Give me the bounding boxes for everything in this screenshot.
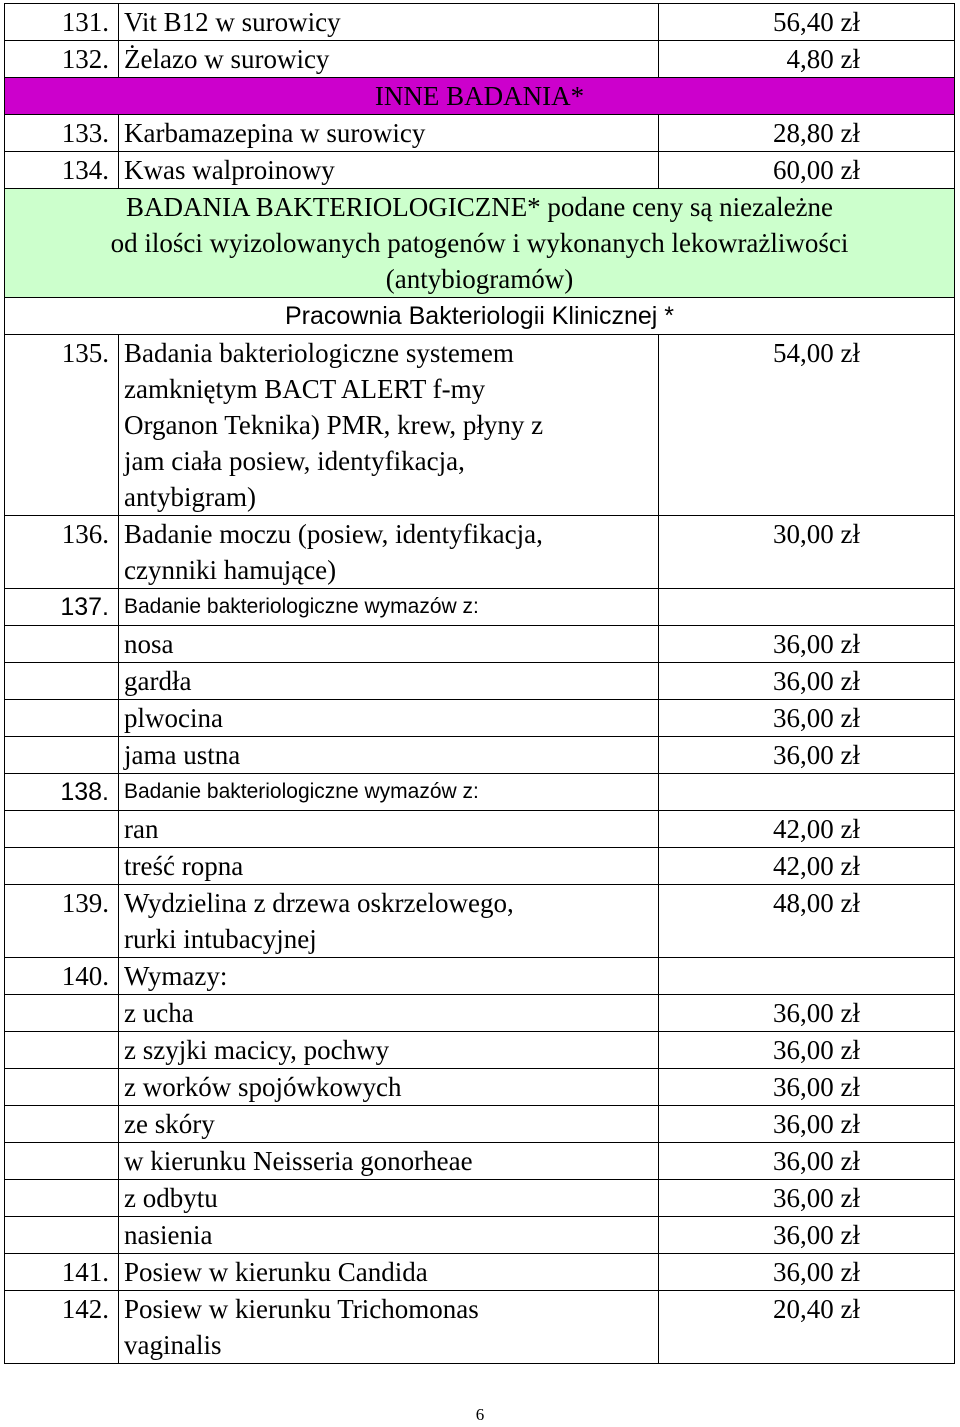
table-row xyxy=(5,848,955,885)
table-row xyxy=(5,663,955,700)
item-price: 28,80 zł xyxy=(659,115,955,152)
item-price: 20,40 zł xyxy=(659,1291,955,1364)
item-number: 134. xyxy=(5,152,119,189)
item-name-line: Organon Teknika) PMR, krew, płyny z xyxy=(124,410,544,440)
item-name: w kierunku Neisseria gonorheae xyxy=(119,1143,659,1180)
section-title-line: BADANIA BAKTERIOLOGICZNE* podane ceny są niezależne xyxy=(125,192,834,222)
item-name: nosa xyxy=(119,626,659,663)
item-price: 36,00 zł xyxy=(659,663,955,700)
item-number-empty xyxy=(5,1106,119,1143)
item-name: Żelazo w surowicy xyxy=(119,41,659,78)
table-row xyxy=(5,700,955,737)
item-price: 36,00 zł xyxy=(659,1217,955,1254)
item-number-empty xyxy=(5,1180,119,1217)
item-name-line: jam ciała posiew, identyfikacja, xyxy=(124,446,465,476)
item-name-line: Badania bakteriologiczne systemem xyxy=(124,338,514,368)
item-number: 132. xyxy=(5,41,119,78)
item-name: z odbytu xyxy=(119,1180,659,1217)
table-row xyxy=(5,1032,955,1069)
item-name xyxy=(119,1291,659,1364)
item-number: 137. xyxy=(5,589,119,626)
table-row xyxy=(5,737,955,774)
table-row xyxy=(5,811,955,848)
item-price: 4,80 zł xyxy=(659,41,955,78)
item-name xyxy=(119,335,659,516)
item-number-empty xyxy=(5,1217,119,1254)
item-price: 36,00 zł xyxy=(659,700,955,737)
table-row xyxy=(5,774,955,811)
table-row xyxy=(5,1217,955,1254)
item-number: 131. xyxy=(5,4,119,41)
item-name: Badanie bakteriologiczne wymazów z: xyxy=(119,589,659,626)
item-name: z szyjki macicy, pochwy xyxy=(119,1032,659,1069)
item-number-empty xyxy=(5,700,119,737)
item-name: Karbamazepina w surowicy xyxy=(119,115,659,152)
subsection-header-pracownia xyxy=(5,298,955,335)
item-price: 30,00 zł xyxy=(659,516,955,589)
section-title: INNE BADANIA* xyxy=(5,78,955,115)
table-row xyxy=(5,1180,955,1217)
subsection-title: Pracownia Bakteriologii Klinicznej * xyxy=(5,298,955,335)
item-price: 36,00 zł xyxy=(659,737,955,774)
item-number: 140. xyxy=(5,958,119,995)
item-price: 36,00 zł xyxy=(659,1106,955,1143)
item-price: 36,00 zł xyxy=(659,1069,955,1106)
item-name: ran xyxy=(119,811,659,848)
table-row xyxy=(5,1291,955,1364)
section-title-line: od ilości wyizolowanych patogenów i wykonanych lekowrażliwości xyxy=(110,228,849,258)
item-price: 56,40 zł xyxy=(659,4,955,41)
item-number-empty xyxy=(5,848,119,885)
table-row xyxy=(5,41,955,78)
item-number-empty xyxy=(5,663,119,700)
item-name-line: vaginalis xyxy=(124,1330,222,1360)
table-row xyxy=(5,1254,955,1291)
section-title-line: (antybiogramów) xyxy=(385,264,574,294)
item-price: 36,00 zł xyxy=(659,1143,955,1180)
item-name-line: Wydzielina z drzewa oskrzelowego, xyxy=(124,888,514,918)
item-number-empty xyxy=(5,1069,119,1106)
item-price: 42,00 zł xyxy=(659,811,955,848)
table-row xyxy=(5,4,955,41)
item-name-line: Badanie moczu (posiew, identyfikacja, xyxy=(124,519,543,549)
item-name: jama ustna xyxy=(119,737,659,774)
item-number-empty xyxy=(5,1143,119,1180)
section-header-bakteriologiczne xyxy=(5,189,955,298)
item-price: 36,00 zł xyxy=(659,1180,955,1217)
item-name: ze skóry xyxy=(119,1106,659,1143)
table-row xyxy=(5,589,955,626)
table-row xyxy=(5,1069,955,1106)
item-number: 138. xyxy=(5,774,119,811)
table-row xyxy=(5,626,955,663)
item-name: z ucha xyxy=(119,995,659,1032)
page-number: 6 xyxy=(475,1405,485,1424)
item-number-empty xyxy=(5,1032,119,1069)
item-price: 36,00 zł xyxy=(659,1254,955,1291)
item-number: 142. xyxy=(5,1291,119,1364)
item-name: Kwas walproinowy xyxy=(119,152,659,189)
item-price-empty xyxy=(659,589,955,626)
item-name: Badanie bakteriologiczne wymazów z: xyxy=(119,774,659,811)
item-name: treść ropna xyxy=(119,848,659,885)
item-number-empty xyxy=(5,626,119,663)
item-price: 42,00 zł xyxy=(659,848,955,885)
section-header-inne xyxy=(5,78,955,115)
table-row xyxy=(5,1106,955,1143)
item-number-empty xyxy=(5,737,119,774)
item-name: Vit B12 w surowicy xyxy=(119,4,659,41)
item-number: 133. xyxy=(5,115,119,152)
item-name xyxy=(119,885,659,958)
table-row xyxy=(5,958,955,995)
item-number-empty xyxy=(5,995,119,1032)
item-name-line: rurki intubacyjnej xyxy=(124,924,317,954)
item-price: 54,00 zł xyxy=(659,335,955,516)
item-price: 36,00 zł xyxy=(659,1032,955,1069)
table-row xyxy=(5,516,955,589)
item-name: Wymazy: xyxy=(119,958,659,995)
item-name: Posiew w kierunku Candida xyxy=(119,1254,659,1291)
item-price: 36,00 zł xyxy=(659,626,955,663)
table-row xyxy=(5,335,955,516)
table-row xyxy=(5,152,955,189)
item-price-empty xyxy=(659,774,955,811)
section-title xyxy=(5,189,955,298)
table-row xyxy=(5,115,955,152)
table-row xyxy=(5,885,955,958)
item-number-empty xyxy=(5,811,119,848)
item-name-line: antybigram) xyxy=(124,482,256,512)
item-name-line: czynniki hamujące) xyxy=(124,555,337,585)
table-row xyxy=(5,995,955,1032)
item-name: z worków spojówkowych xyxy=(119,1069,659,1106)
item-price: 36,00 zł xyxy=(659,995,955,1032)
item-name xyxy=(119,516,659,589)
price-table xyxy=(4,3,955,1364)
item-name: gardła xyxy=(119,663,659,700)
item-name: nasienia xyxy=(119,1217,659,1254)
item-price: 60,00 zł xyxy=(659,152,955,189)
table-row xyxy=(5,1143,955,1180)
item-number: 139. xyxy=(5,885,119,958)
item-number: 141. xyxy=(5,1254,119,1291)
item-price-empty xyxy=(659,958,955,995)
item-name-line: zamkniętym BACT ALERT f-my xyxy=(124,374,486,404)
item-price: 48,00 zł xyxy=(659,885,955,958)
item-name-line: Posiew w kierunku Trichomonas xyxy=(124,1294,479,1324)
item-number: 136. xyxy=(5,516,119,589)
item-name: plwocina xyxy=(119,700,659,737)
item-number: 135. xyxy=(5,335,119,516)
